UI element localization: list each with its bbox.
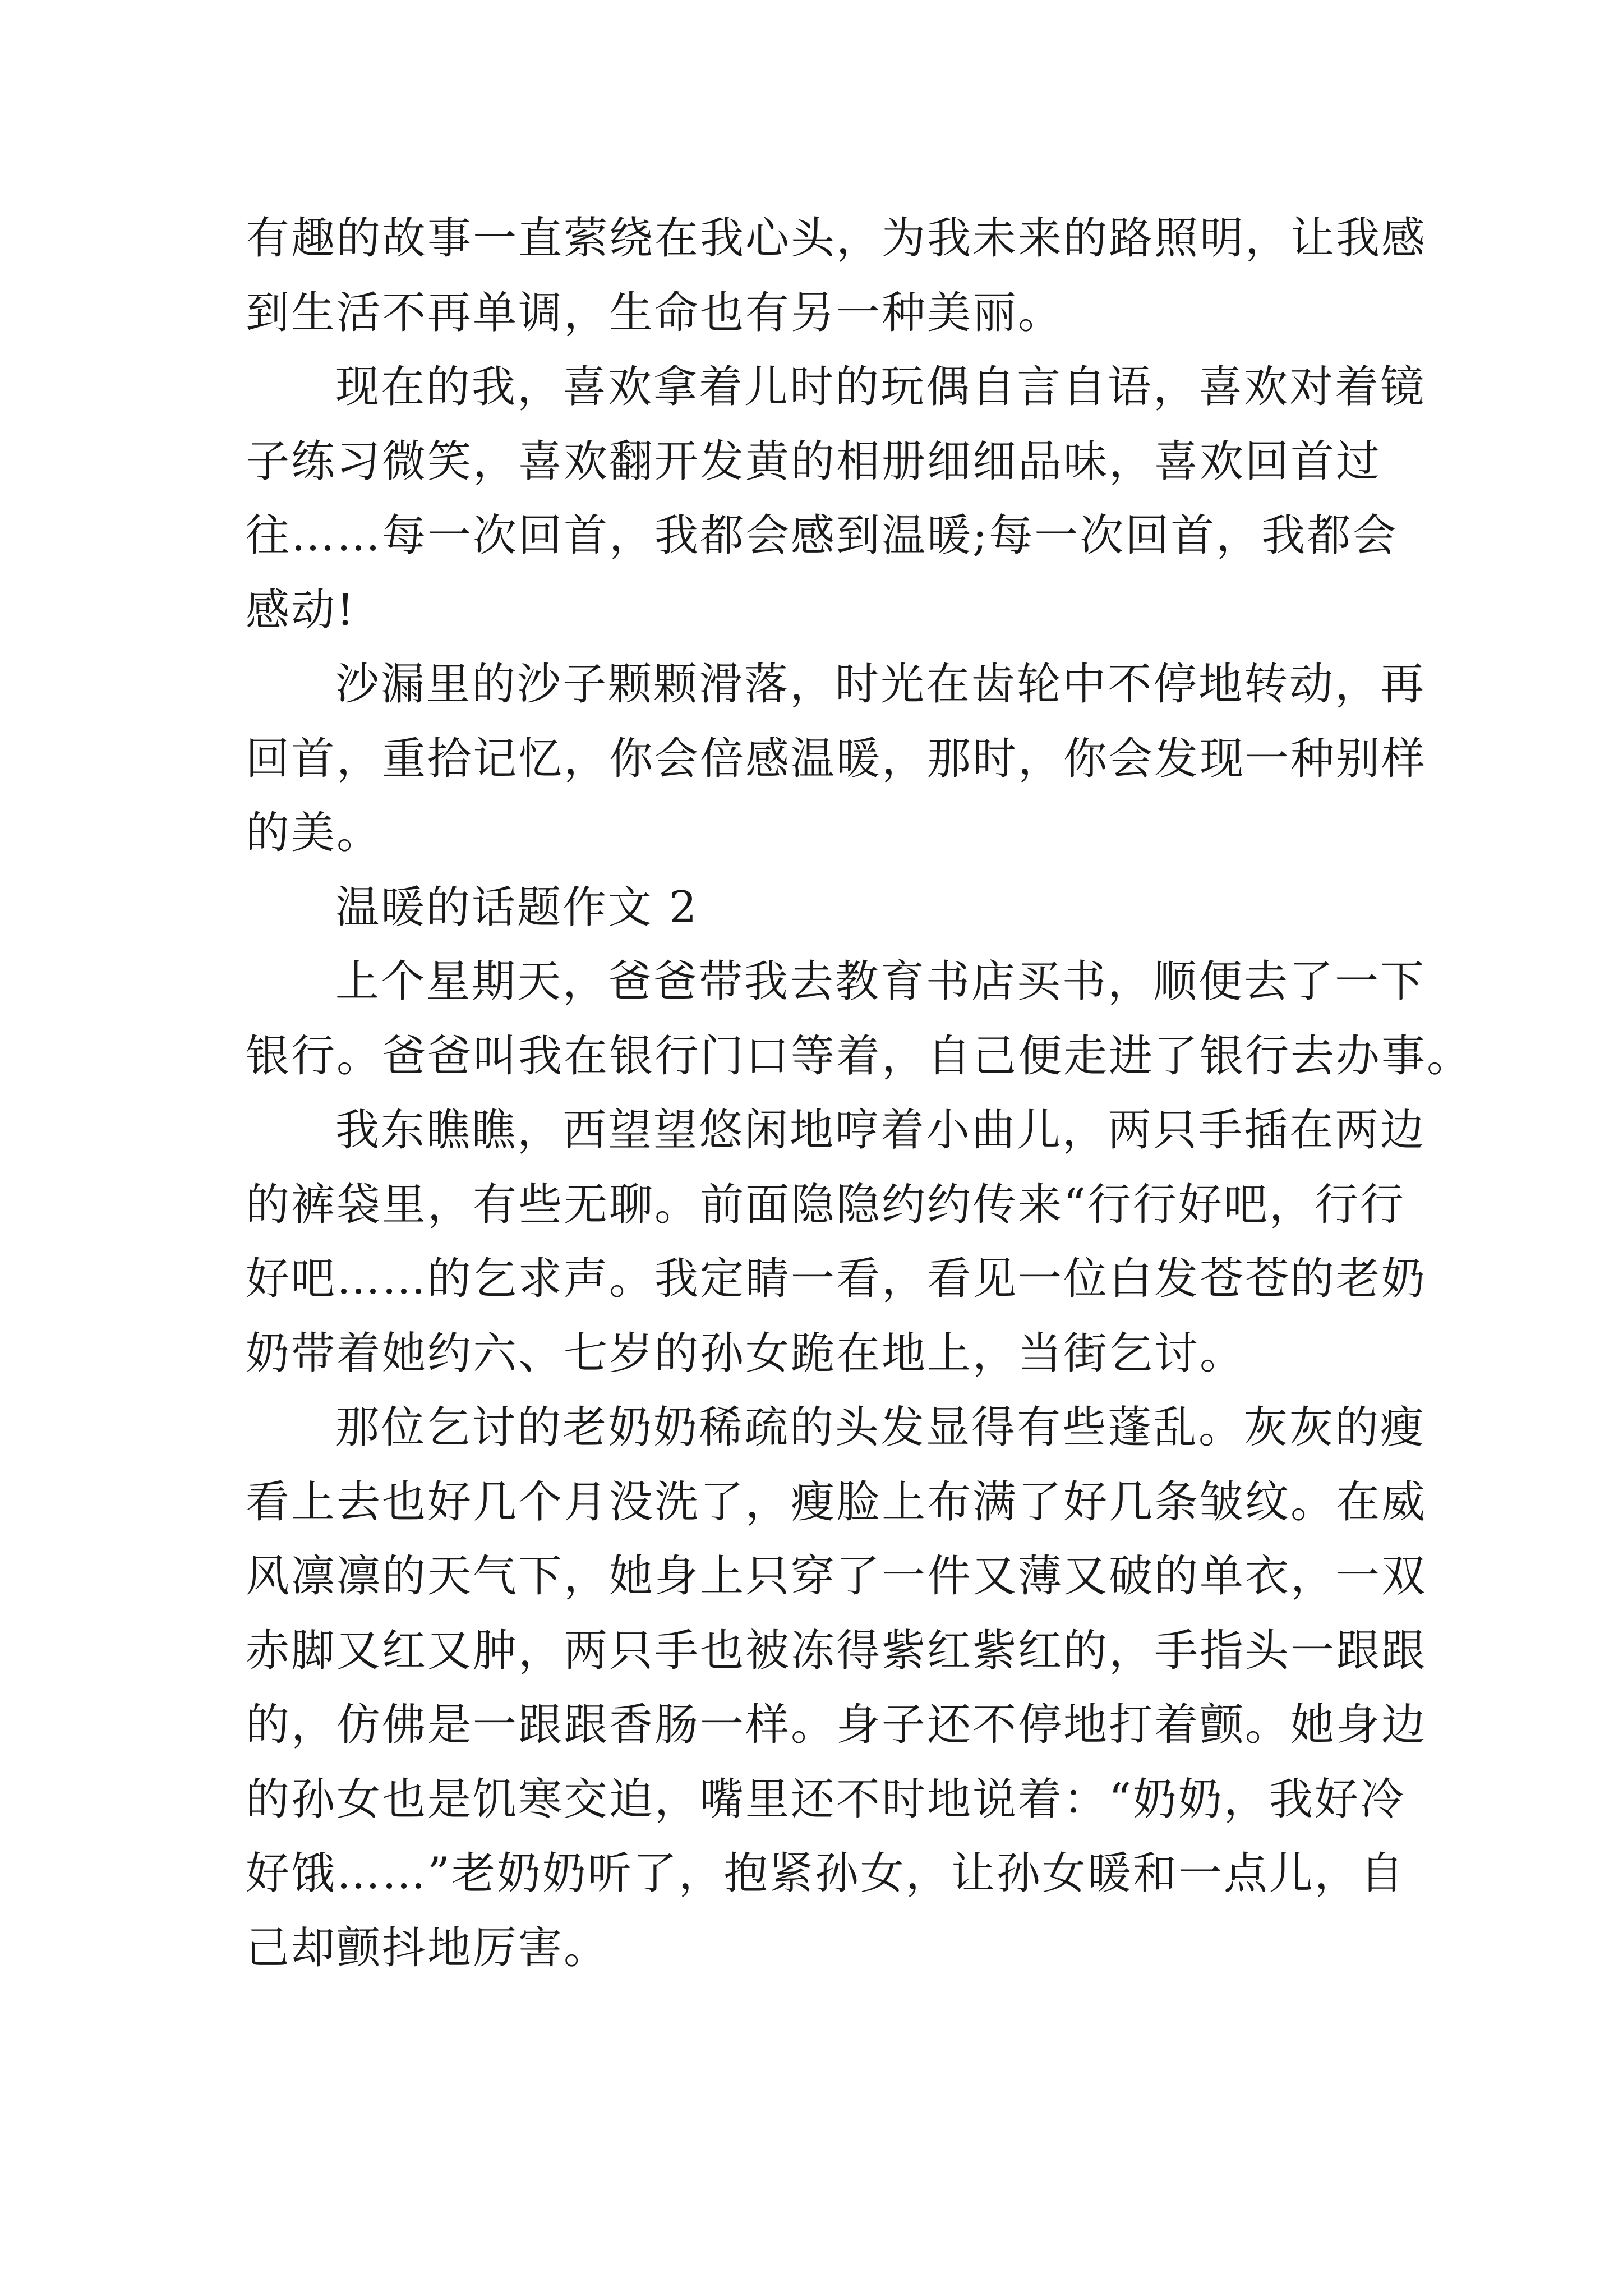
text-line: 赤脚又红又肿，两只手也被冻得紫红紫红的，手指头一跟跟: [246, 1625, 1427, 1676]
text-line: 回首，重拾记忆，你会倍感温暖，那时，你会发现一种别样: [246, 733, 1427, 784]
text-line: 奶带着她约六、七岁的孙女跪在地上，当街乞讨。: [246, 1328, 1246, 1379]
text-line: 往……每一次回首，我都会感到温暖;每一次回首，我都会: [246, 510, 1398, 562]
text-line: 的，仿佛是一跟跟香肠一样。身子还不停地打着颤。她身边: [246, 1700, 1427, 1751]
text-line: 好饿……”老奶奶听了，抱紧孙女，让孙女暖和一点儿，自: [246, 1848, 1405, 1899]
text-line: 现在的我，喜欢拿着儿时的玩偶自言自语，喜欢对着镜: [335, 362, 1426, 413]
text-line: 看上去也好几个月没洗了，瘦脸上布满了好几条皱纹。在威: [246, 1476, 1427, 1527]
document-body: [246, 197, 1473, 1981]
text-line: 子练习微笑，喜欢翻开发黄的相册细细品味，喜欢回首过: [246, 436, 1382, 487]
text-line: 的裤袋里，有些无聊。前面隐隐约约传来“行行好吧，行行: [246, 1179, 1405, 1230]
text-line: 我东瞧瞧，西望望悠闲地哼着小曲儿，两只手插在两边: [335, 1105, 1426, 1156]
text-line: 有趣的故事一直萦绕在我心头，为我未来的路照明，让我感: [246, 213, 1427, 264]
text-line: 的美。: [246, 808, 382, 859]
text-line: 那位乞讨的老奶奶稀疏的头发显得有些蓬乱。灰灰的瘦: [335, 1402, 1426, 1453]
text-line: 到生活不再单调，生命也有另一种美丽。: [246, 287, 1064, 338]
text-line: 上个星期天，爸爸带我去教育书店买书，顺便去了一下: [335, 956, 1426, 1007]
text-line: 己却颤抖地厉害。: [246, 1922, 610, 1973]
text-line: 的孙女也是饥寒交迫，嘴里还不时地说着：“奶奶，我好冷: [246, 1774, 1405, 1825]
text-line: 好吧……的乞求声。我定睛一看，看见一位白发苍苍的老奶: [246, 1254, 1427, 1305]
text-line: 感动!: [246, 585, 356, 636]
text-line: 沙漏里的沙子颗颗滑落，时光在齿轮中不停地转动，再: [335, 659, 1426, 710]
text-line: 银行。爸爸叫我在银行门口等着，自己便走进了银行去办事。: [246, 1030, 1473, 1082]
text-line: 温暖的话题作文 2: [335, 882, 699, 933]
text-line: 风凛凛的天气下，她身上只穿了一件又薄又破的单衣，一双: [246, 1551, 1427, 1602]
